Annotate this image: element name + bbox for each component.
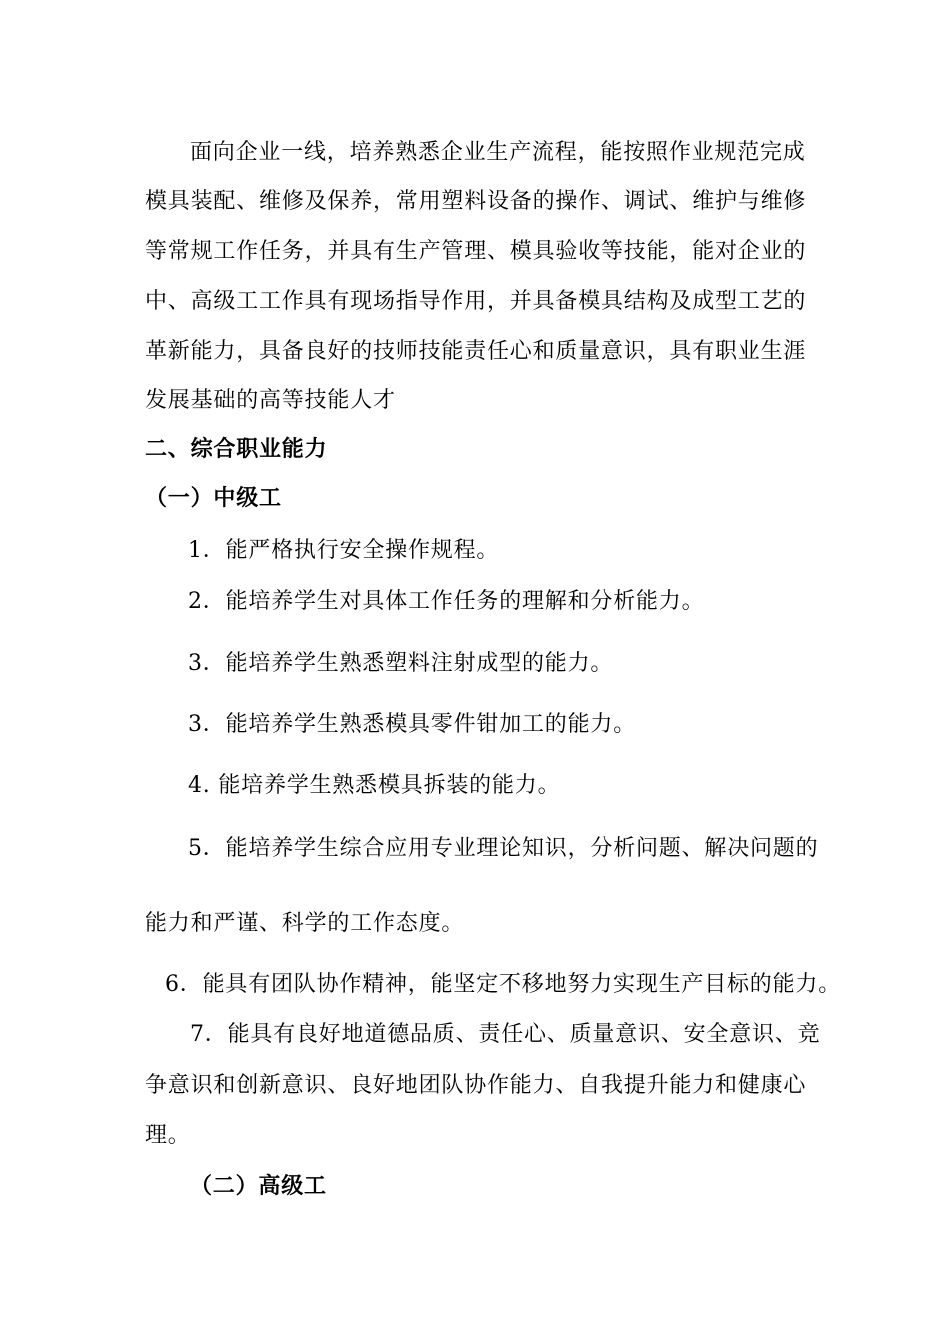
intro-line-5: 革新能力，具备良好的技师技能责任心和质量意识，具有职业生涯 [145, 339, 807, 364]
section-heading: 二、综合职业能力 [145, 437, 328, 462]
intro-line-1: 面向企业一线，培养熟悉企业生产流程，能按照作业规范完成 [190, 140, 806, 165]
list-item: 1．能严格执行安全操作规程。 [188, 538, 500, 563]
list-item: 7．能具有良好地道德品质、责任心、质量意识、安全意识、竞 [190, 1022, 821, 1047]
intro-line-6: 发展基础的高等技能人才 [145, 388, 396, 413]
list-item-continuation: 理。 [145, 1123, 191, 1148]
list-item-continuation: 争意识和创新意识、良好地团队协作能力、自我提升能力和健康心 [145, 1073, 807, 1098]
list-item: 2．能培养学生对具体工作任务的理解和分析能力。 [188, 589, 705, 614]
subsection-heading-intermediate: （一）中级工 [145, 486, 282, 511]
list-item: 3．能培养学生熟悉塑料注射成型的能力。 [188, 651, 614, 676]
subsection-heading-advanced: （二）高级工 [190, 1174, 327, 1199]
list-item-continuation: 能力和严谨、科学的工作态度。 [145, 911, 465, 936]
list-item: 4. 能培养学生熟悉模具拆装的能力。 [188, 773, 561, 798]
intro-line-4: 中、高级工工作具有现场指导作用，并具备模具结构及成型工艺的 [145, 289, 807, 314]
list-item: 3．能培养学生熟悉模具零件钳加工的能力。 [188, 712, 636, 737]
list-item: 5．能培养学生综合应用专业理论知识，分析问题、解决问题的 [188, 836, 819, 861]
intro-line-3: 等常规工作任务，并具有生产管理、模具验收等技能，能对企业的 [145, 239, 807, 264]
list-item: 6．能具有团队协作精神，能坚定不移地努力实现生产目标的能力。 [165, 972, 841, 997]
intro-line-2: 模具装配、维修及保养，常用塑料设备的操作、调试、维护与维修 [145, 189, 807, 214]
